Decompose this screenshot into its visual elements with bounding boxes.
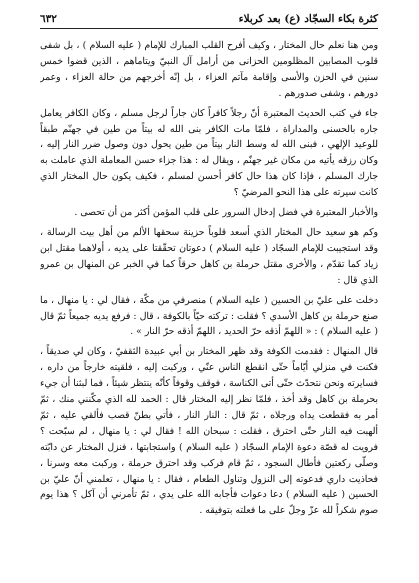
paragraph: والأخبار المعتبرة في فضل إدخال السرور على قلب المؤمن أكثر من أن تحصى . — [74, 207, 378, 219]
running-title: كثرة بكاء السجّاد (ع) بعد كربلاء — [238, 13, 378, 25]
page-header — [40, 12, 378, 29]
paragraph: ومن هنا نعلم حال المختار ، وكيف أفرح القلب المبارك للإمام ( عليه السلام ) ، بل شفى قلوب المصابين المظلومين الحزانى من أرامل آل النبيّ ويتاماهم ، الذين قضوا خمس سنين في الحزن والأسى وإقامة مآتم العزاء ، بل إنّه أخرجهم من حالة العزاء ، وعمر دورهم ، وشفى صدورهم . — [40, 40, 378, 99]
paragraph: وكم هو سعيد حال المختار الذي أسعد قلوباً حزينة سحقها الألم من أهل بيت الرسالة ، وقد استجيبت للإمام السجّاد ( عليه السلام ) دعوتان تحقّقتا على يديه ، أولاهما مقتل ابن زياد كما تقدّم ، والأخرى مقتل حرملة بن كاهل حرقاً كما في الخبر عن المنهال بن عمرو الذي قال : — [40, 226, 378, 286]
paragraph: دخلت على عليّ بن الحسين ( عليه السلام ) منصرفي من مكّة ، فقال لي : يا منهال ، ما صنع حرملة بن كاهل الأسدي ؟ فقلت : تركته حيّاً بالكوفة ، قال : فرفع يديه جميعاً ثمّ قال ( عليه السلام ) : « اللهمّ أذقه حرّ الحديد ، اللهمّ أذقه حرّ النار » . — [40, 294, 378, 338]
body-text — [40, 38, 378, 548]
page-number: ٦٣٢ — [40, 13, 57, 25]
paragraph: قال المنهال : فقدمت الكوفة وقد ظهر المختار بن أبي عبيدة الثقفيّ ، وكان لي صديقاً ، فكنت في منزلي أيّاماً حتّى انقطع الناس عنّي ، وركبت إليه ، فلقيته خارجاً من داره ، فسايرته ونحن نتحدّث حتّى أتى الكناسة ، فوقف وقوفاً كأنّه ينتظر شيئاً ، فما لبثنا أن جيء بحرملة بن كاهل وقد أخذ ، فلمّا نظر إليه المختار قال : الحمد لله الذي مكّنني منك ، ثمّ أمر به فقطعت يداه ورجلاه ، ثمّ قال : النار النار ، فأتي بطنّ قصب فألقي عليه ، ثمّ ألهبت فيه النار حتّى احترق ، فقلت : سبحان الله ! فقال لي : يا منهال ، لم سبّحت ؟ فرويت له قصّة دعوة الإمام السجّاد ( عليه السلام ) واستجابتها ، فنزل المختار عن دابّته وصلّى ركعتين فأطال السجود ، ثمّ قام فركب وقد احترق حرملة ، وركبت معه وسرنا ، فحاذيت داري فدعوته إلى النزول وتناول الطعام ، فقال : يا منهال ، تعلمني أنّ عليّ بن الحسين ( عليه السلام ) دعا دعوات فأجابه الله على يدي ، ثمّ تأمرني أن آكل ؟ هذا يوم صوم شكراً لله عزّ وجلّ على ما فعلته بتوفيقه . — [40, 346, 378, 517]
paragraph: جاء في كتب الحديث المعتبرة أنّ رجلاً كافراً كان جاراً لرجل مسلم ، وكان الكافر يعامل جاره بالحسنى والمداراة ، فلمّا مات الكافر بنى الله له بيتاً من طين في جهنّم طبقاً للوعيد الإلهي ، فبنى الله له وسط النار بيتاً من طين يحول دون وصول ضرر النار إليه ، وكان رزقه يأتيه من مكان غير جهنّم ، ويقال له : هذا جزاء حسن المعاملة الذي عاملت به جارك المسلم ، فإذا كان هذا حال كافر أحسن لمسلم ، فكيف يكون حال المختار الذي كانت سيرته على هذا النحو المرضيّ ؟ — [40, 107, 378, 199]
